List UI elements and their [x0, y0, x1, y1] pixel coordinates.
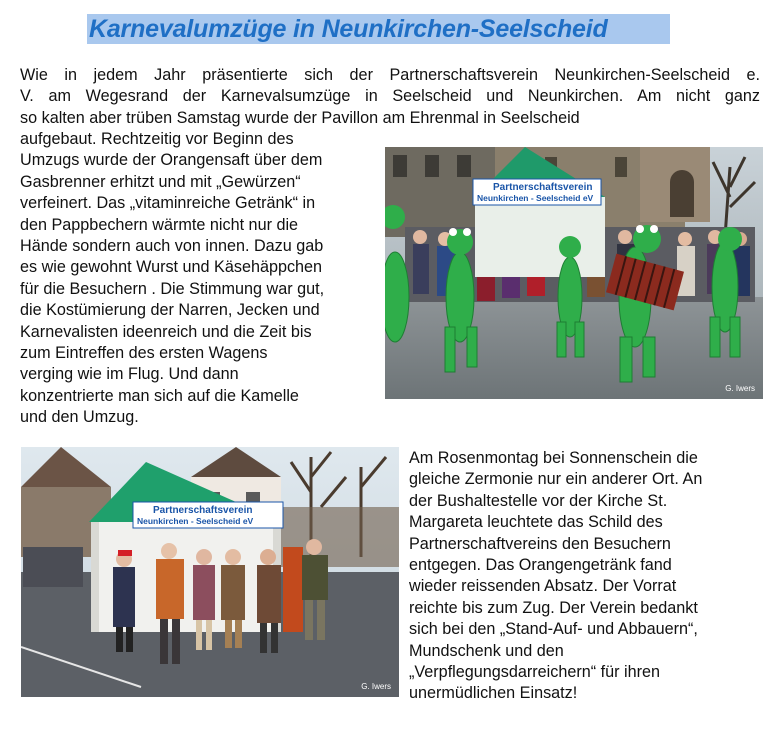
- parade-photo: [385, 147, 763, 399]
- text-line: Gasbrenner erhitzt und mit „Gewürzen“: [20, 172, 301, 191]
- text-line: Hände sondern auch von innen. Dazu gab: [20, 237, 324, 256]
- text-line: entgegen. Das Orangengetränk fand: [409, 556, 672, 575]
- photo-credit: G. Iwers: [361, 682, 391, 691]
- text-line: verfeinert. Das „vitaminreiche Getränk“ in: [20, 194, 316, 213]
- text-line: und den Umzug.: [20, 408, 139, 427]
- paragraph-1-full-width: [20, 65, 760, 129]
- text-line: der Bushaltestelle vor der Kirche St.: [409, 491, 668, 510]
- page-title: Karnevalumzüge in Neunkirchen-Seelscheid: [89, 15, 608, 43]
- text-line: wieder reissenden Absatz. Der Vorrat: [409, 577, 677, 596]
- paragraph-2: [409, 448, 769, 705]
- text-line: Karnevalisten ideenreich und die Zeit bis: [20, 322, 312, 341]
- photo-1-sign-line-2: Neunkirchen - Seelscheid eV: [477, 193, 594, 203]
- text-line: Mundschenk und den: [409, 641, 564, 660]
- text-line: verging wie im Flug. Und dann: [20, 365, 239, 384]
- text-line: zum Eintreffen des ersten Wagens: [20, 344, 268, 363]
- text-line: Partnerschaftvereins den Besuchern: [409, 534, 671, 553]
- text-line: so kalten aber trüben Samstag wurde der Pavillon am Ehrenmal in Seelscheid: [20, 108, 580, 127]
- photo-2-sign-line-1: Partnerschaftsverein: [153, 505, 253, 516]
- text-line: Margareta leuchtete das Schild des: [409, 513, 663, 532]
- text-line: aufgebaut. Rechtzeitig vor Beginn des: [20, 130, 294, 148]
- text-line: Umzugs wurde der Orangensaft über dem: [20, 151, 323, 170]
- photo-1-sign-line-1: Partnerschaftsverein: [493, 182, 593, 193]
- text-line: Am Rosenmontag bei Sonnenschein die: [409, 449, 698, 467]
- text-line: den Pappbechern wärmte nicht nur die: [20, 215, 299, 234]
- text-line: gleiche Zermonie nur ein anderer Ort. An: [409, 470, 703, 489]
- text-line: konzentrierte man sich auf die Kamelle: [20, 386, 299, 405]
- text-line: es wie gewohnt Wurst und Käsehäppchen: [20, 258, 323, 277]
- photo-credit: G. Iwers: [725, 384, 755, 393]
- text-line: Wie in jedem Jahr präsentierte sich der Partnerschaftsverein Neunkirchen-Seelscheid e.: [20, 66, 760, 84]
- tent-photo-illustration: [21, 447, 399, 697]
- parade-photo-illustration: [385, 147, 763, 399]
- paragraph-1-column: [20, 129, 375, 429]
- text-line: sich bei den „Stand-Auf- und Abbauern“,: [409, 620, 698, 639]
- text-line: unermüdlichen Einsatz!: [409, 684, 578, 703]
- text-line: „Verpflegungsdarreichern“ für ihren: [409, 663, 661, 682]
- text-line: V. am Wegesrand der Karnevalsumzüge in Seelscheid und Neunkirchen. Am nicht ganz: [20, 87, 760, 106]
- text-line: für die Besuchern . Die Stimmung war gut,: [20, 279, 325, 298]
- text-line: die Kostümierung der Narren, Jecken und: [20, 301, 320, 320]
- text-line: reichte bis zum Zug. Der Verein bedankt: [409, 598, 698, 617]
- photo-2-sign-line-2: Neunkirchen - Seelscheid eV: [137, 516, 254, 526]
- tent-photo: [21, 447, 399, 697]
